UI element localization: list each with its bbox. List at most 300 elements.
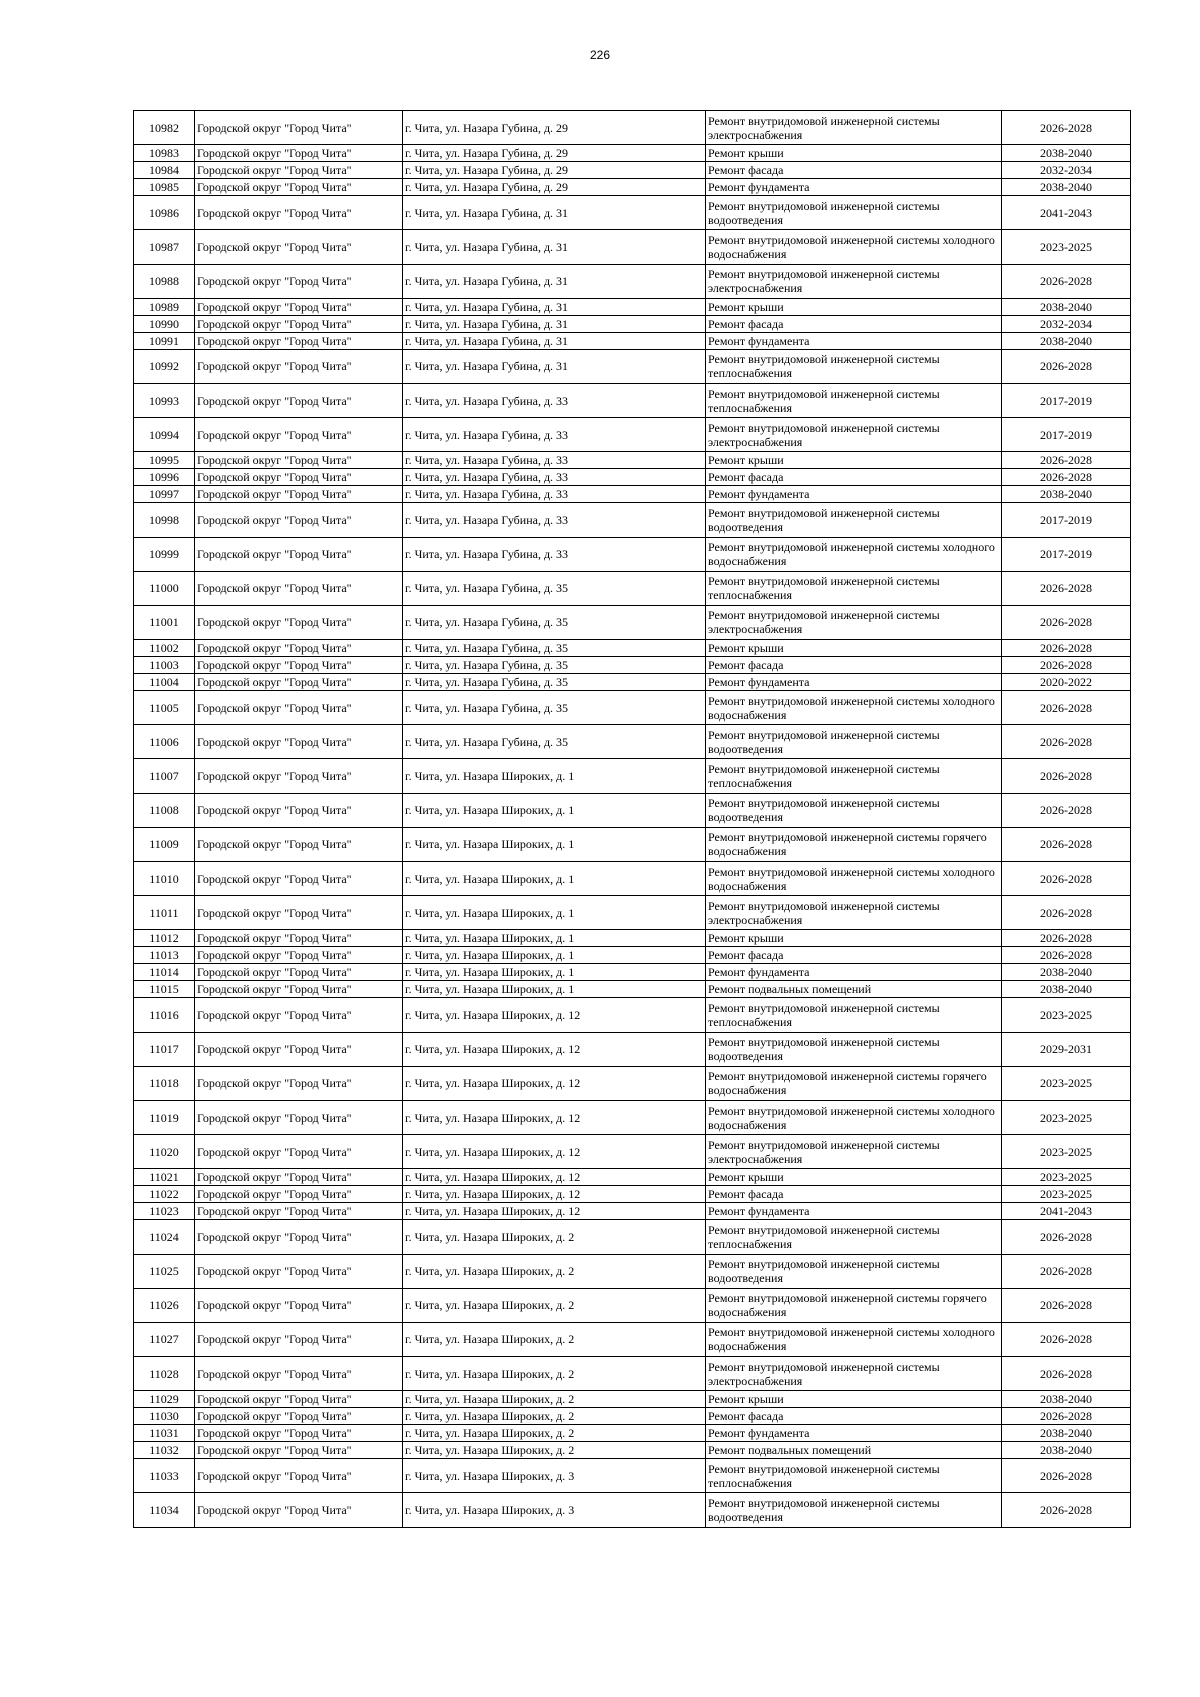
address-cell: г. Чита, ул. Назара Губина, д. 29	[403, 179, 706, 196]
row-number-cell: 10984	[134, 162, 195, 179]
table-row	[134, 179, 1131, 196]
address-cell: г. Чита, ул. Назара Губина, д. 29	[403, 145, 706, 162]
period-cell: 2026-2028	[1002, 571, 1131, 605]
period-cell: 2029-2031	[1002, 1032, 1131, 1066]
table-row	[134, 1254, 1131, 1288]
municipality-cell: Городской округ "Город Чита"	[195, 383, 403, 417]
address-cell: г. Чита, ул. Назара Губина, д. 35	[403, 691, 706, 725]
period-cell: 2038-2040	[1002, 298, 1131, 315]
row-number-cell: 11005	[134, 691, 195, 725]
table-row	[134, 162, 1131, 179]
municipality-cell: Городской округ "Город Чита"	[195, 1391, 403, 1408]
period-cell: 2026-2028	[1002, 827, 1131, 861]
table-row	[134, 1493, 1131, 1527]
table-row	[134, 503, 1131, 537]
municipality-cell: Городской округ "Город Чита"	[195, 1203, 403, 1220]
row-number-cell: 10999	[134, 537, 195, 571]
address-cell: г. Чита, ул. Назара Широких, д. 3	[403, 1459, 706, 1493]
period-cell: 2026-2028	[1002, 947, 1131, 964]
period-cell: 2026-2028	[1002, 1459, 1131, 1493]
municipality-cell: Городской округ "Город Чита"	[195, 230, 403, 264]
work-type-cell: Ремонт внутридомовой инженерной системы теплоснабжения	[706, 998, 1002, 1032]
row-number-cell: 10997	[134, 486, 195, 503]
row-number-cell: 11007	[134, 759, 195, 793]
table-row	[134, 1459, 1131, 1493]
period-cell: 2026-2028	[1002, 1357, 1131, 1391]
address-cell: г. Чита, ул. Назара Губина, д. 33	[403, 418, 706, 452]
address-cell: г. Чита, ул. Назара Губина, д. 33	[403, 503, 706, 537]
table-row	[134, 998, 1131, 1032]
work-type-cell: Ремонт внутридомовой инженерной системы электроснабжения	[706, 264, 1002, 298]
address-cell: г. Чита, ул. Назара Губина, д. 33	[403, 452, 706, 469]
table-row	[134, 640, 1131, 657]
table-row	[134, 315, 1131, 332]
period-cell: 2026-2028	[1002, 1493, 1131, 1527]
row-number-cell: 10986	[134, 196, 195, 230]
municipality-cell: Городской округ "Город Чита"	[195, 1100, 403, 1134]
municipality-cell: Городской округ "Город Чита"	[195, 1425, 403, 1442]
period-cell: 2023-2025	[1002, 230, 1131, 264]
municipality-cell: Городской округ "Город Чита"	[195, 111, 403, 145]
work-type-cell: Ремонт внутридомовой инженерной системы водоотведения	[706, 196, 1002, 230]
period-cell: 2038-2040	[1002, 486, 1131, 503]
period-cell: 2026-2028	[1002, 1220, 1131, 1254]
table-row	[134, 349, 1131, 383]
address-cell: г. Чита, ул. Назара Широких, д. 2	[403, 1288, 706, 1322]
work-type-cell: Ремонт крыши	[706, 1391, 1002, 1408]
address-cell: г. Чита, ул. Назара Губина, д. 31	[403, 349, 706, 383]
table-row	[134, 691, 1131, 725]
table-row	[134, 827, 1131, 861]
row-number-cell: 11010	[134, 862, 195, 896]
row-number-cell: 11009	[134, 827, 195, 861]
row-number-cell: 10985	[134, 179, 195, 196]
address-cell: г. Чита, ул. Назара Широких, д. 12	[403, 1203, 706, 1220]
table-row	[134, 469, 1131, 486]
work-type-cell: Ремонт внутридомовой инженерной системы водоотведения	[706, 503, 1002, 537]
row-number-cell: 10988	[134, 264, 195, 298]
work-type-cell: Ремонт внутридомовой инженерной системы водоотведения	[706, 725, 1002, 759]
table-row	[134, 1391, 1131, 1408]
municipality-cell: Городской округ "Город Чита"	[195, 162, 403, 179]
period-cell: 2023-2025	[1002, 998, 1131, 1032]
address-cell: г. Чита, ул. Назара Широких, д. 2	[403, 1408, 706, 1425]
row-number-cell: 11013	[134, 947, 195, 964]
work-type-cell: Ремонт фундамента	[706, 1203, 1002, 1220]
period-cell: 2026-2028	[1002, 1322, 1131, 1356]
work-type-cell: Ремонт внутридомовой инженерной системы электроснабжения	[706, 1357, 1002, 1391]
work-type-cell: Ремонт крыши	[706, 145, 1002, 162]
work-type-cell: Ремонт внутридомовой инженерной системы теплоснабжения	[706, 349, 1002, 383]
work-type-cell: Ремонт внутридомовой инженерной системы электроснабжения	[706, 1135, 1002, 1169]
work-type-cell: Ремонт крыши	[706, 640, 1002, 657]
row-number-cell: 10991	[134, 332, 195, 349]
row-number-cell: 11028	[134, 1357, 195, 1391]
work-type-cell: Ремонт фасада	[706, 315, 1002, 332]
work-type-cell: Ремонт внутридомовой инженерной системы электроснабжения	[706, 605, 1002, 639]
table-row	[134, 1288, 1131, 1322]
row-number-cell: 11030	[134, 1408, 195, 1425]
municipality-cell: Городской округ "Город Чита"	[195, 674, 403, 691]
table-row	[134, 862, 1131, 896]
municipality-cell: Городской округ "Город Чита"	[195, 930, 403, 947]
period-cell: 2026-2028	[1002, 1288, 1131, 1322]
work-type-cell: Ремонт внутридомовой инженерной системы водоотведения	[706, 793, 1002, 827]
address-cell: г. Чита, ул. Назара Губина, д. 35	[403, 725, 706, 759]
municipality-cell: Городской округ "Город Чита"	[195, 605, 403, 639]
period-cell: 2023-2025	[1002, 1169, 1131, 1186]
period-cell: 2041-2043	[1002, 1203, 1131, 1220]
period-cell: 2032-2034	[1002, 315, 1131, 332]
table-row	[134, 1425, 1131, 1442]
row-number-cell: 10987	[134, 230, 195, 264]
row-number-cell: 10995	[134, 452, 195, 469]
municipality-cell: Городской округ "Город Чита"	[195, 896, 403, 930]
table-row	[134, 981, 1131, 998]
municipality-cell: Городской округ "Город Чита"	[195, 691, 403, 725]
row-number-cell: 11011	[134, 896, 195, 930]
table-row	[134, 298, 1131, 315]
work-type-cell: Ремонт внутридомовой инженерной системы электроснабжения	[706, 418, 1002, 452]
work-type-cell: Ремонт фундамента	[706, 486, 1002, 503]
table-row	[134, 1408, 1131, 1425]
municipality-cell: Городской округ "Город Чита"	[195, 1288, 403, 1322]
address-cell: г. Чита, ул. Назара Губина, д. 33	[403, 537, 706, 571]
period-cell: 2032-2034	[1002, 162, 1131, 179]
row-number-cell: 10983	[134, 145, 195, 162]
municipality-cell: Городской округ "Город Чита"	[195, 657, 403, 674]
work-type-cell: Ремонт внутридомовой инженерной системы теплоснабжения	[706, 1220, 1002, 1254]
municipality-cell: Городской округ "Город Чита"	[195, 1032, 403, 1066]
row-number-cell: 11031	[134, 1425, 195, 1442]
work-type-cell: Ремонт фасада	[706, 469, 1002, 486]
period-cell: 2026-2028	[1002, 264, 1131, 298]
address-cell: г. Чита, ул. Назара Широких, д. 2	[403, 1220, 706, 1254]
table-row	[134, 759, 1131, 793]
row-number-cell: 11006	[134, 725, 195, 759]
address-cell: г. Чита, ул. Назара Широких, д. 2	[403, 1254, 706, 1288]
period-cell: 2041-2043	[1002, 196, 1131, 230]
address-cell: г. Чита, ул. Назара Широких, д. 1	[403, 930, 706, 947]
period-cell: 2026-2028	[1002, 657, 1131, 674]
municipality-cell: Городской округ "Город Чита"	[195, 349, 403, 383]
row-number-cell: 10994	[134, 418, 195, 452]
period-cell: 2020-2022	[1002, 674, 1131, 691]
period-cell: 2017-2019	[1002, 537, 1131, 571]
work-type-cell: Ремонт внутридомовой инженерной системы водоотведения	[706, 1032, 1002, 1066]
municipality-cell: Городской округ "Город Чита"	[195, 1186, 403, 1203]
municipality-cell: Городской округ "Город Чита"	[195, 1408, 403, 1425]
row-number-cell: 11033	[134, 1459, 195, 1493]
address-cell: г. Чита, ул. Назара Губина, д. 33	[403, 469, 706, 486]
row-number-cell: 10992	[134, 349, 195, 383]
address-cell: г. Чита, ул. Назара Губина, д. 35	[403, 640, 706, 657]
address-cell: г. Чита, ул. Назара Широких, д. 1	[403, 862, 706, 896]
row-number-cell: 11002	[134, 640, 195, 657]
table-row	[134, 930, 1131, 947]
row-number-cell: 10993	[134, 383, 195, 417]
row-number-cell: 11024	[134, 1220, 195, 1254]
municipality-cell: Городской округ "Город Чита"	[195, 571, 403, 605]
row-number-cell: 11008	[134, 793, 195, 827]
period-cell: 2026-2028	[1002, 759, 1131, 793]
period-cell: 2023-2025	[1002, 1100, 1131, 1134]
work-type-cell: Ремонт внутридомовой инженерной системы холодного водоснабжения	[706, 1100, 1002, 1134]
address-cell: г. Чита, ул. Назара Широких, д. 12	[403, 1100, 706, 1134]
row-number-cell: 11014	[134, 964, 195, 981]
municipality-cell: Городской округ "Город Чита"	[195, 1169, 403, 1186]
table-row	[134, 1220, 1131, 1254]
municipality-cell: Городской округ "Город Чита"	[195, 1357, 403, 1391]
period-cell: 2026-2028	[1002, 725, 1131, 759]
municipality-cell: Городской округ "Город Чита"	[195, 503, 403, 537]
row-number-cell: 11003	[134, 657, 195, 674]
period-cell: 2023-2025	[1002, 1066, 1131, 1100]
row-number-cell: 10989	[134, 298, 195, 315]
address-cell: г. Чита, ул. Назара Губина, д. 31	[403, 315, 706, 332]
municipality-cell: Городской округ "Город Чита"	[195, 315, 403, 332]
address-cell: г. Чита, ул. Назара Губина, д. 35	[403, 571, 706, 605]
period-cell: 2038-2040	[1002, 1442, 1131, 1459]
row-number-cell: 11023	[134, 1203, 195, 1220]
table-row	[134, 1203, 1131, 1220]
period-cell: 2038-2040	[1002, 145, 1131, 162]
table-row	[134, 383, 1131, 417]
address-cell: г. Чита, ул. Назара Широких, д. 2	[403, 1357, 706, 1391]
table-row	[134, 605, 1131, 639]
municipality-cell: Городской округ "Город Чита"	[195, 1135, 403, 1169]
work-type-cell: Ремонт внутридомовой инженерной системы теплоснабжения	[706, 1459, 1002, 1493]
municipality-cell: Городской округ "Город Чита"	[195, 452, 403, 469]
work-type-cell: Ремонт внутридомовой инженерной системы холодного водоснабжения	[706, 230, 1002, 264]
work-type-cell: Ремонт подвальных помещений	[706, 1442, 1002, 1459]
period-cell: 2026-2028	[1002, 469, 1131, 486]
municipality-cell: Городской округ "Город Чита"	[195, 1220, 403, 1254]
work-type-cell: Ремонт внутридомовой инженерной системы водоотведения	[706, 1254, 1002, 1288]
table-row	[134, 196, 1131, 230]
municipality-cell: Городской округ "Город Чита"	[195, 759, 403, 793]
row-number-cell: 11026	[134, 1288, 195, 1322]
address-cell: г. Чита, ул. Назара Губина, д. 31	[403, 196, 706, 230]
table-row	[134, 111, 1131, 145]
row-number-cell: 11032	[134, 1442, 195, 1459]
table-row	[134, 418, 1131, 452]
address-cell: г. Чита, ул. Назара Губина, д. 35	[403, 605, 706, 639]
municipality-cell: Городской округ "Город Чита"	[195, 725, 403, 759]
row-number-cell: 11000	[134, 571, 195, 605]
table-row	[134, 537, 1131, 571]
municipality-cell: Городской округ "Город Чита"	[195, 981, 403, 998]
row-number-cell: 11022	[134, 1186, 195, 1203]
row-number-cell: 11021	[134, 1169, 195, 1186]
repair-schedule-table	[133, 110, 1131, 1528]
address-cell: г. Чита, ул. Назара Широких, д. 12	[403, 1066, 706, 1100]
page-number: 226	[589, 48, 611, 62]
table-row	[134, 1032, 1131, 1066]
period-cell: 2026-2028	[1002, 691, 1131, 725]
row-number-cell: 11020	[134, 1135, 195, 1169]
address-cell: г. Чита, ул. Назара Губина, д. 29	[403, 111, 706, 145]
address-cell: г. Чита, ул. Назара Губина, д. 33	[403, 486, 706, 503]
work-type-cell: Ремонт фундамента	[706, 179, 1002, 196]
municipality-cell: Городской округ "Город Чита"	[195, 537, 403, 571]
period-cell: 2026-2028	[1002, 111, 1131, 145]
period-cell: 2026-2028	[1002, 1254, 1131, 1288]
table-row	[134, 1186, 1131, 1203]
address-cell: г. Чита, ул. Назара Широких, д. 1	[403, 793, 706, 827]
work-type-cell: Ремонт фасада	[706, 162, 1002, 179]
period-cell: 2038-2040	[1002, 1391, 1131, 1408]
municipality-cell: Городской округ "Город Чита"	[195, 486, 403, 503]
row-number-cell: 11004	[134, 674, 195, 691]
municipality-cell: Городской округ "Город Чита"	[195, 862, 403, 896]
table-row	[134, 657, 1131, 674]
address-cell: г. Чита, ул. Назара Широких, д. 3	[403, 1493, 706, 1527]
table-row	[134, 145, 1131, 162]
row-number-cell: 11029	[134, 1391, 195, 1408]
address-cell: г. Чита, ул. Назара Губина, д. 33	[403, 383, 706, 417]
period-cell: 2026-2028	[1002, 452, 1131, 469]
period-cell: 2038-2040	[1002, 1425, 1131, 1442]
table-row	[134, 1442, 1131, 1459]
row-number-cell: 11016	[134, 998, 195, 1032]
period-cell: 2017-2019	[1002, 383, 1131, 417]
period-cell: 2026-2028	[1002, 862, 1131, 896]
table-row	[134, 571, 1131, 605]
row-number-cell: 11015	[134, 981, 195, 998]
period-cell: 2026-2028	[1002, 605, 1131, 639]
table-row	[134, 264, 1131, 298]
address-cell: г. Чита, ул. Назара Широких, д. 12	[403, 1169, 706, 1186]
address-cell: г. Чита, ул. Назара Губина, д. 31	[403, 332, 706, 349]
address-cell: г. Чита, ул. Назара Широких, д. 2	[403, 1391, 706, 1408]
table-row	[134, 230, 1131, 264]
row-number-cell: 11025	[134, 1254, 195, 1288]
municipality-cell: Городской округ "Город Чита"	[195, 1459, 403, 1493]
municipality-cell: Городской округ "Город Чита"	[195, 998, 403, 1032]
work-type-cell: Ремонт внутридомовой инженерной системы теплоснабжения	[706, 759, 1002, 793]
period-cell: 2026-2028	[1002, 640, 1131, 657]
municipality-cell: Городской округ "Город Чита"	[195, 1066, 403, 1100]
period-cell: 2038-2040	[1002, 964, 1131, 981]
municipality-cell: Городской округ "Город Чита"	[195, 298, 403, 315]
table-row	[134, 947, 1131, 964]
work-type-cell: Ремонт фасада	[706, 1186, 1002, 1203]
work-type-cell: Ремонт внутридомовой инженерной системы горячего водоснабжения	[706, 1288, 1002, 1322]
address-cell: г. Чита, ул. Назара Широких, д. 2	[403, 1425, 706, 1442]
table-row	[134, 1169, 1131, 1186]
table-row	[134, 793, 1131, 827]
address-cell: г. Чита, ул. Назара Широких, д. 12	[403, 1135, 706, 1169]
address-cell: г. Чита, ул. Назара Широких, д. 1	[403, 964, 706, 981]
municipality-cell: Городской округ "Город Чита"	[195, 332, 403, 349]
table-row	[134, 452, 1131, 469]
row-number-cell: 10990	[134, 315, 195, 332]
address-cell: г. Чита, ул. Назара Широких, д. 1	[403, 947, 706, 964]
row-number-cell: 10996	[134, 469, 195, 486]
address-cell: г. Чита, ул. Назара Губина, д. 31	[403, 230, 706, 264]
work-type-cell: Ремонт фасада	[706, 947, 1002, 964]
period-cell: 2026-2028	[1002, 930, 1131, 947]
period-cell: 2023-2025	[1002, 1186, 1131, 1203]
work-type-cell: Ремонт фундамента	[706, 964, 1002, 981]
table-row	[134, 332, 1131, 349]
row-number-cell: 10982	[134, 111, 195, 145]
period-cell: 2026-2028	[1002, 349, 1131, 383]
work-type-cell: Ремонт внутридомовой инженерной системы горячего водоснабжения	[706, 1066, 1002, 1100]
row-number-cell: 11019	[134, 1100, 195, 1134]
work-type-cell: Ремонт внутридомовой инженерной системы холодного водоснабжения	[706, 1322, 1002, 1356]
municipality-cell: Городской округ "Город Чита"	[195, 640, 403, 657]
row-number-cell: 10998	[134, 503, 195, 537]
municipality-cell: Городской округ "Город Чита"	[195, 264, 403, 298]
table-row	[134, 1066, 1131, 1100]
municipality-cell: Городской округ "Город Чита"	[195, 196, 403, 230]
address-cell: г. Чита, ул. Назара Широких, д. 12	[403, 998, 706, 1032]
work-type-cell: Ремонт крыши	[706, 1169, 1002, 1186]
address-cell: г. Чита, ул. Назара Губина, д. 31	[403, 298, 706, 315]
municipality-cell: Городской округ "Город Чита"	[195, 947, 403, 964]
work-type-cell: Ремонт внутридомовой инженерной системы теплоснабжения	[706, 571, 1002, 605]
address-cell: г. Чита, ул. Назара Губина, д. 29	[403, 162, 706, 179]
table-row	[134, 1135, 1131, 1169]
work-type-cell: Ремонт внутридомовой инженерной системы холодного водоснабжения	[706, 537, 1002, 571]
municipality-cell: Городской округ "Город Чита"	[195, 793, 403, 827]
row-number-cell: 11018	[134, 1066, 195, 1100]
work-type-cell: Ремонт крыши	[706, 930, 1002, 947]
row-number-cell: 11012	[134, 930, 195, 947]
work-type-cell: Ремонт крыши	[706, 452, 1002, 469]
work-type-cell: Ремонт фундамента	[706, 1425, 1002, 1442]
municipality-cell: Городской округ "Город Чита"	[195, 1254, 403, 1288]
municipality-cell: Городской округ "Город Чита"	[195, 1322, 403, 1356]
municipality-cell: Городской округ "Город Чита"	[195, 179, 403, 196]
municipality-cell: Городской округ "Город Чита"	[195, 827, 403, 861]
table-row	[134, 674, 1131, 691]
address-cell: г. Чита, ул. Назара Губина, д. 31	[403, 264, 706, 298]
address-cell: г. Чита, ул. Назара Губина, д. 35	[403, 657, 706, 674]
row-number-cell: 11001	[134, 605, 195, 639]
work-type-cell: Ремонт внутридомовой инженерной системы электроснабжения	[706, 896, 1002, 930]
period-cell: 2038-2040	[1002, 332, 1131, 349]
period-cell: 2023-2025	[1002, 1135, 1131, 1169]
work-type-cell: Ремонт внутридомовой инженерной системы холодного водоснабжения	[706, 691, 1002, 725]
work-type-cell: Ремонт внутридомовой инженерной системы горячего водоснабжения	[706, 827, 1002, 861]
table-row	[134, 1357, 1131, 1391]
period-cell: 2038-2040	[1002, 981, 1131, 998]
address-cell: г. Чита, ул. Назара Губина, д. 35	[403, 674, 706, 691]
work-type-cell: Ремонт внутридомовой инженерной системы теплоснабжения	[706, 383, 1002, 417]
period-cell: 2026-2028	[1002, 793, 1131, 827]
municipality-cell: Городской округ "Город Чита"	[195, 418, 403, 452]
address-cell: г. Чита, ул. Назара Широких, д. 1	[403, 981, 706, 998]
work-type-cell: Ремонт фасада	[706, 657, 1002, 674]
work-type-cell: Ремонт внутридомовой инженерной системы электроснабжения	[706, 111, 1002, 145]
address-cell: г. Чита, ул. Назара Широких, д. 2	[403, 1322, 706, 1356]
work-type-cell: Ремонт фундамента	[706, 674, 1002, 691]
work-type-cell: Ремонт подвальных помещений	[706, 981, 1002, 998]
period-cell: 2038-2040	[1002, 179, 1131, 196]
period-cell: 2026-2028	[1002, 896, 1131, 930]
table-row	[134, 964, 1131, 981]
table-body	[134, 111, 1131, 1528]
address-cell: г. Чита, ул. Назара Широких, д. 12	[403, 1032, 706, 1066]
work-type-cell: Ремонт внутридомовой инженерной системы холодного водоснабжения	[706, 862, 1002, 896]
address-cell: г. Чита, ул. Назара Широких, д. 12	[403, 1186, 706, 1203]
period-cell: 2026-2028	[1002, 1408, 1131, 1425]
municipality-cell: Городской округ "Город Чита"	[195, 145, 403, 162]
municipality-cell: Городской округ "Город Чита"	[195, 1493, 403, 1527]
